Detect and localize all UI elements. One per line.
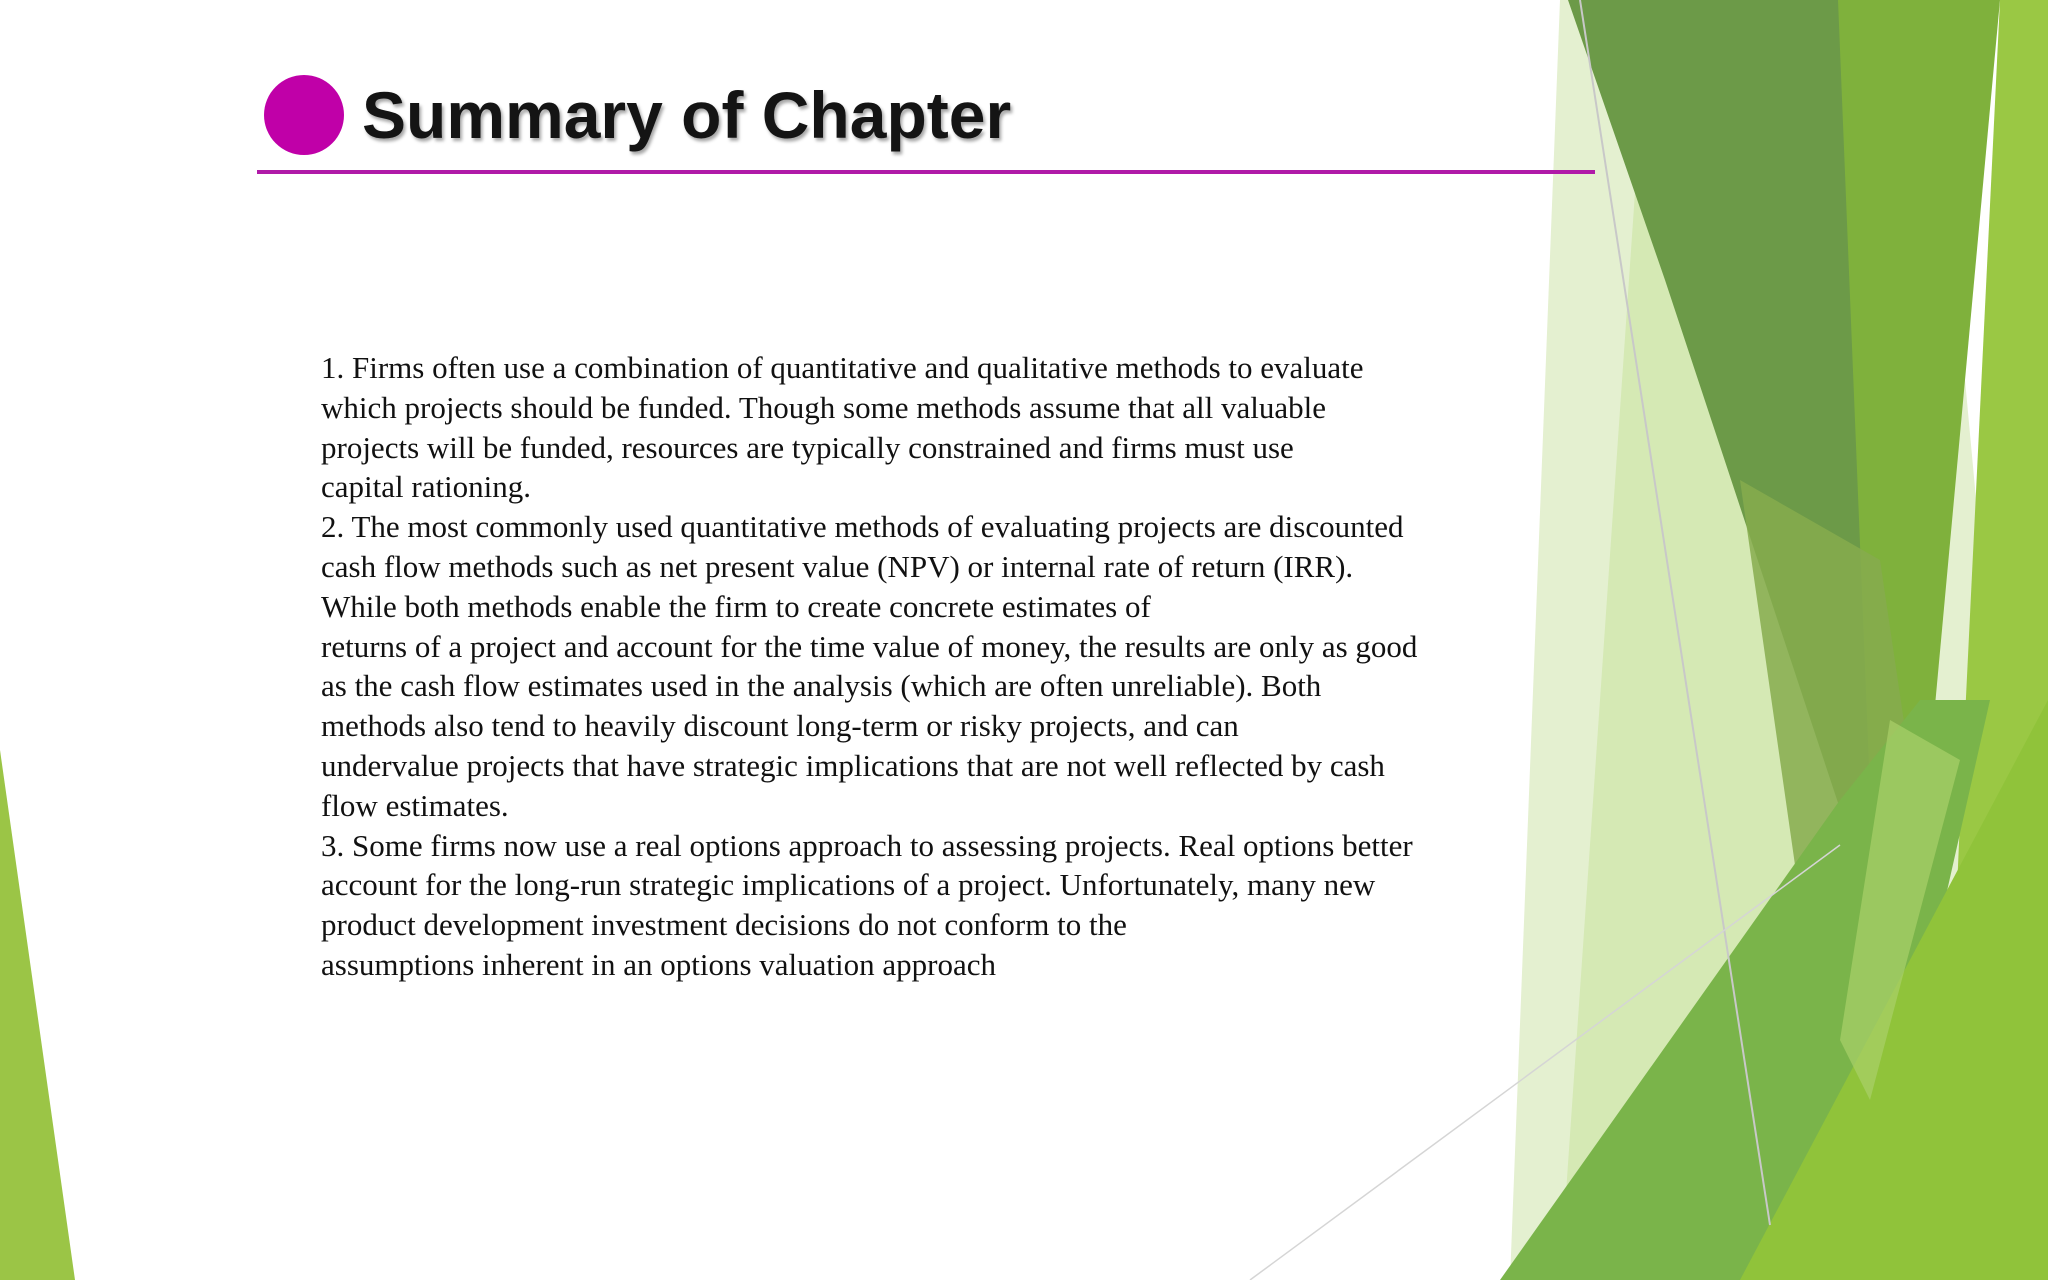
body-line: undervalue projects that have strategic implications that are not well reflected by cash	[321, 747, 1385, 783]
left-green-shape	[0, 750, 75, 1280]
body-line: 2. The most commonly used quantitative methods of evaluating projects are discounted	[321, 509, 1404, 545]
body-line: which projects should be funded. Though some methods assume that all valuable	[321, 389, 1327, 425]
summary-body	[321, 348, 1521, 985]
body-line: projects will be funded, resources are typically constrained and firms must use	[321, 429, 1294, 465]
body-line: product development investment decisions do not conform to the	[321, 907, 1127, 943]
body-line: methods also tend to heavily discount long-term or risky projects, and can	[321, 708, 1239, 744]
body-line: account for the long-run strategic implications of a project. Unfortunately, many new	[321, 867, 1376, 903]
body-line: returns of a project and account for the time value of money, the results are only as good	[321, 628, 1418, 664]
body-line: capital rationing.	[321, 469, 532, 505]
body-line: assumptions inherent in an options valuation approach	[321, 946, 996, 982]
body-line: as the cash flow estimates used in the analysis (which are often unreliable). Both	[321, 668, 1322, 704]
page-title: Summary of Chapter	[362, 78, 1012, 152]
title-bullet-circle	[264, 75, 344, 155]
body-line: While both methods enable the firm to create concrete estimates of	[321, 588, 1151, 624]
body-line: 3. Some firms now use a real options approach to assessing projects. Real options better	[321, 827, 1413, 863]
body-line: 1. Firms often use a combination of quantitative and qualitative methods to evaluate	[321, 350, 1364, 385]
body-line: flow estimates.	[321, 787, 509, 823]
title-divider	[257, 170, 1595, 174]
body-line: cash flow methods such as net present value (NPV) or internal rate of return (IRR).	[321, 548, 1354, 584]
